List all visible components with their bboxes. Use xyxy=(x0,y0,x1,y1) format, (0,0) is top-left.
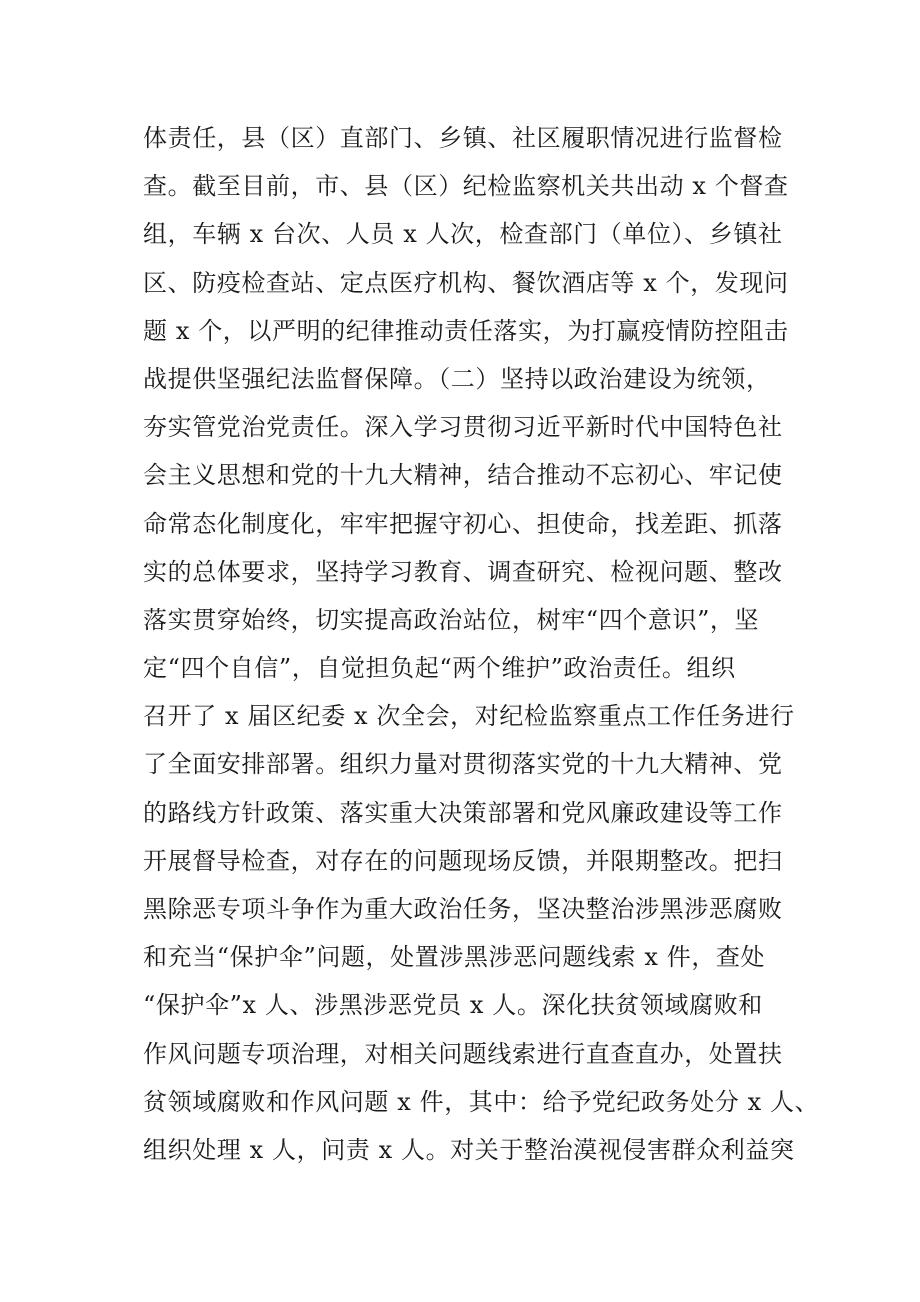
text-line: 命常态化制度化，牢牢把握守初心、担使命，找差距、抓落 xyxy=(143,509,783,538)
text-line: 夯实管党治党责任。深入学习贯彻习近平新时代中国特色社 xyxy=(143,413,783,442)
text-line: 实的总体要求，坚持学习教育、调查研究、检视问题、整改 xyxy=(143,557,783,586)
text-line: 体责任，县（区）直部门、乡镇、社区履职情况进行监督检 xyxy=(143,124,783,152)
text-line: 组织处理 x 人，问责 x 人。对关于整治漠视侵害群众利益突 xyxy=(143,1135,795,1164)
text-line: 贫领域腐败和作风问题 x 件，其中：给予党纪政务处分 x 人、 xyxy=(143,1087,820,1116)
text-line: 组，车辆 x 台次、人员 x 人次，检查部门（单位）、乡镇社 xyxy=(143,220,783,249)
text-line: 黑除恶专项斗争作为重大政治任务，坚决整治涉黑涉恶腐败 xyxy=(143,895,783,923)
text-line: “保护伞”x 人、涉黑涉恶党员 x 人。深化扶贫领域腐败和 xyxy=(143,991,763,1020)
text-line: 的路线方针政策、落实重大决策部署和党风廉政建设等工作 xyxy=(143,798,783,827)
text-line: 区、防疫检查站、定点医疗机构、餐饮酒店等 x 个，发现问 xyxy=(143,268,789,297)
text-line: 作风问题专项治理，对相关问题线索进行直查直办，处置扶 xyxy=(143,1039,783,1068)
text-line: 查。截至目前，市、县（区）纪检监察机关共出动 x 个督查 xyxy=(143,172,789,201)
text-line: 落实贯穿始终，切实提高政治站位，树牢“四个意识”，坚 xyxy=(143,605,760,634)
text-line: 会主义思想和党的十九大精神，结合推动不忘初心、牢记使 xyxy=(143,461,783,490)
text-line: 题 x 个，以严明的纪律推动责任落实，为打赢疫情防控阻击 xyxy=(143,316,789,345)
text-line: 和充当“保护伞”问题，处置涉黑涉恶问题线索 x 件，查处 xyxy=(143,943,766,972)
text-line: 了全面安排部署。组织力量对贯彻落实党的十九大精神、党 xyxy=(143,750,783,779)
text-line: 定“四个自信”，自觉担负起“两个维护”政治责任。组织 xyxy=(143,654,736,683)
text-line: 召开了 x 届区纪委 x 次全会，对纪检监察重点工作任务进行 xyxy=(143,702,795,731)
body-paragraph xyxy=(143,114,820,1174)
text-line: 开展督导检查，对存在的问题现场反馈，并限期整改。把扫 xyxy=(143,846,783,875)
text-line: 战提供坚强纪法监督保障。（二）坚持以政治建设为统领， xyxy=(143,364,771,393)
